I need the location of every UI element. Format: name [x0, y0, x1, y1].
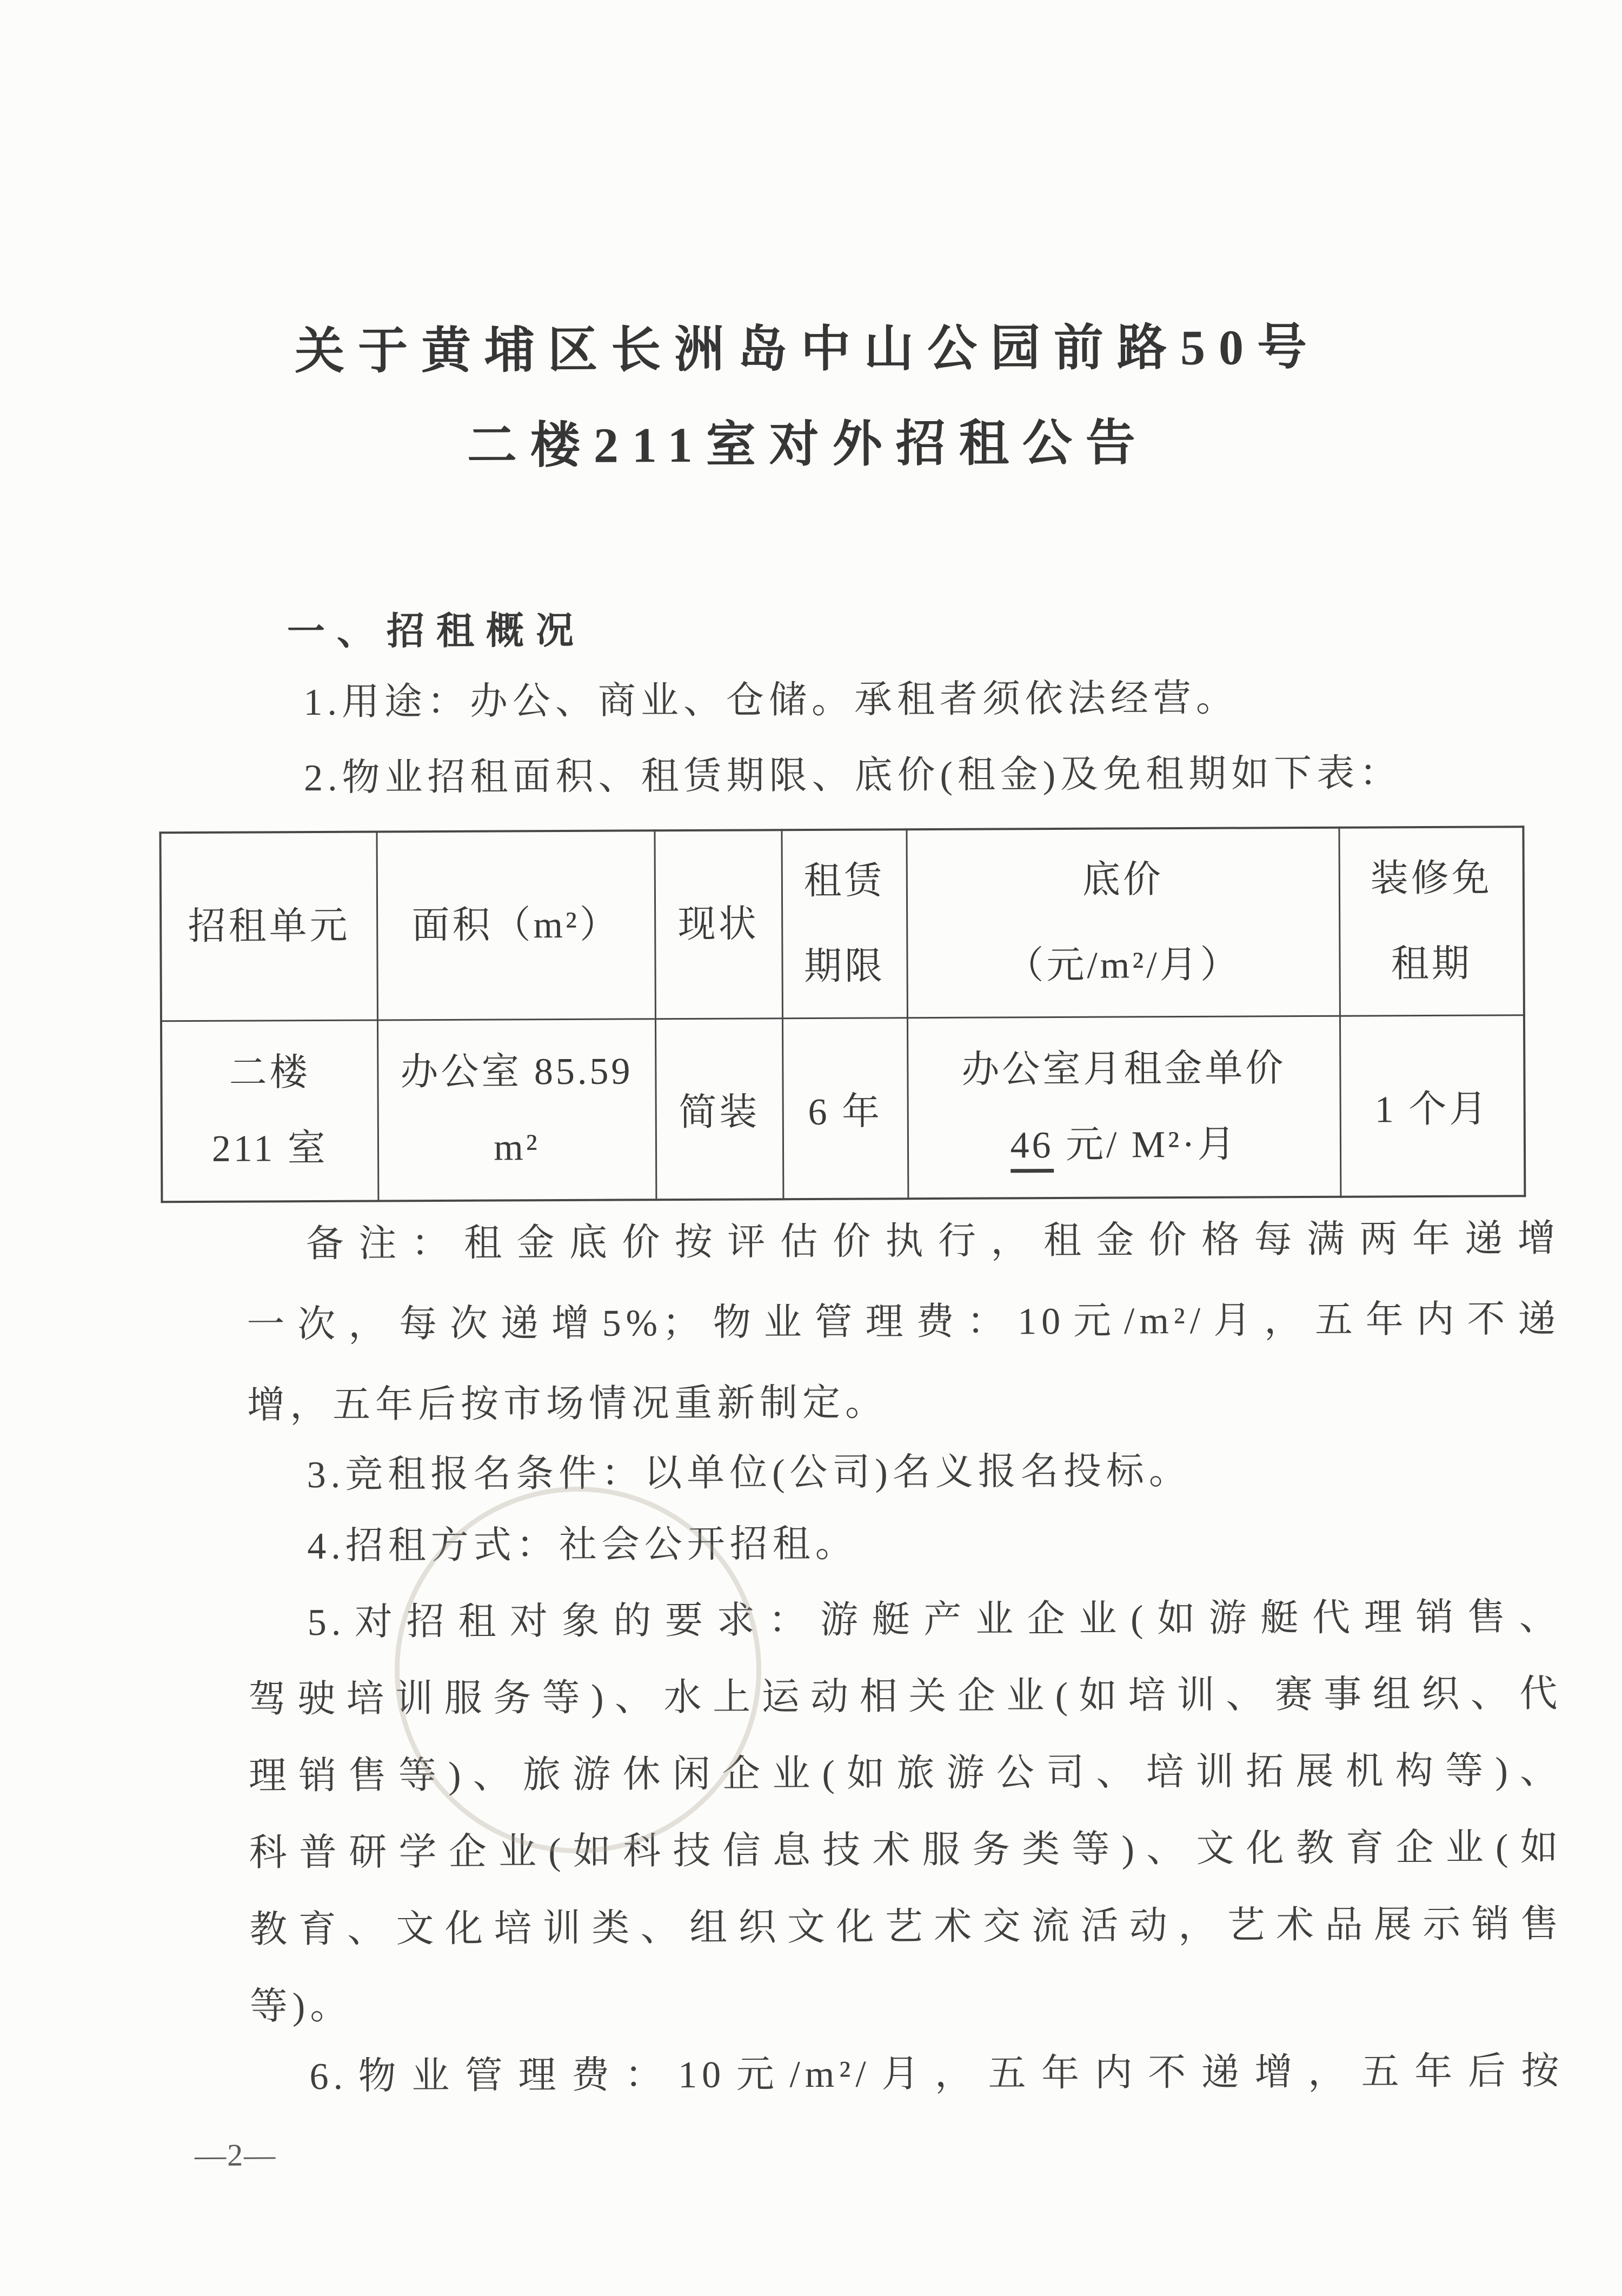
header-lease-line-1: 租赁 — [803, 860, 885, 902]
price-value-underlined: 46 — [1010, 1124, 1053, 1173]
cell-price-line-2 — [908, 1106, 1340, 1183]
header-free-line-2: 租期 — [1391, 943, 1472, 985]
para-target-line-4: 科普研学企业(如科技信息技术服务类等)、文化教育企业(如 — [249, 1826, 1563, 1874]
document-title-line-2: 二楼211室对外招租公告 — [467, 415, 1149, 474]
cell-area-line-2: m² — [494, 1126, 540, 1169]
header-lease-line-2: 期限 — [803, 945, 886, 988]
table-data-row — [161, 1015, 1525, 1202]
para-target-line-5: 教育、文化培训类、组织文化艺术交流活动，艺术品展示销售 — [249, 1903, 1564, 1951]
remark-line-3: 增，五年后按市场情况重新制定。 — [247, 1382, 888, 1427]
header-lease-term — [781, 829, 907, 1019]
remark-line-2: 一次，每次递增5%；物业管理费：10元/m²/月，五年内不递 — [247, 1298, 1561, 1346]
para-target-line-3: 理销售等)、旅游休闲企业(如旅游公司、培训拓展机构等)、 — [248, 1749, 1563, 1798]
header-free-line-1: 装修免 — [1370, 857, 1492, 900]
price-unit-text: 元/ M²·月 — [1053, 1123, 1238, 1166]
rent-table — [159, 826, 1526, 1203]
header-area-label: 面积（m²） — [411, 904, 621, 947]
cell-rent-free: 1 个月 — [1340, 1015, 1525, 1197]
cell-status: 简装 — [655, 1019, 783, 1200]
para-management-fee: 6.物业管理费：10元/m²/月，五年内不递增，五年后按 — [309, 2050, 1564, 2098]
cell-unit — [161, 1020, 378, 1202]
para-target-line-2: 驾驶培训服务等)、水上运动相关企业(如培训、赛事组织、代 — [248, 1673, 1563, 1721]
header-unit-label: 招租单元 — [188, 905, 350, 948]
header-rent-free-period — [1339, 827, 1524, 1016]
para-target-line-1: 5.对招租对象的要求：游艇产业企业(如游艇代理销售、 — [307, 1596, 1562, 1644]
para-rent-method: 4.招租方式：社会公开招租。 — [307, 1523, 858, 1568]
page-number: —2— — [194, 2137, 277, 2173]
cell-lease: 6 年 — [782, 1018, 908, 1200]
cell-area-line-1: 办公室 85.59 — [400, 1050, 633, 1093]
cell-unit-line-2: 211 室 — [211, 1127, 328, 1170]
cell-unit-line-1: 二楼 — [229, 1051, 310, 1094]
remark-line-1: 备注：租金底价按评估价执行，租金价格每满两年递增 — [305, 1217, 1560, 1266]
para-target-line-6: 等)。 — [249, 1985, 353, 2028]
para-bid-conditions: 3.竞租报名条件：以单位(公司)名义报名投标。 — [307, 1450, 1192, 1496]
header-status-label: 现状 — [677, 903, 759, 946]
header-status — [654, 830, 782, 1019]
para-table-intro: 2.物业招租面积、租赁期限、底价(租金)及免租期如下表： — [303, 753, 1402, 800]
para-usage: 1.用途：办公、商业、仓储。承租者须依法经营。 — [303, 677, 1239, 724]
document-title-line-1: 关于黄埔区长洲岛中山公园前路50号 — [294, 319, 1321, 380]
header-price-line-1: 底价 — [1082, 858, 1164, 901]
cell-price — [907, 1016, 1340, 1199]
header-base-price — [906, 828, 1340, 1018]
header-area — [376, 830, 655, 1020]
table-header-row — [160, 827, 1524, 1021]
section-heading: 一、招租概况 — [287, 609, 586, 653]
cell-area — [377, 1019, 656, 1201]
header-unit — [160, 832, 377, 1021]
cell-price-line-1: 办公室月租金单价 — [961, 1047, 1286, 1091]
header-price-line-2: （元/m²/月） — [1006, 944, 1241, 987]
